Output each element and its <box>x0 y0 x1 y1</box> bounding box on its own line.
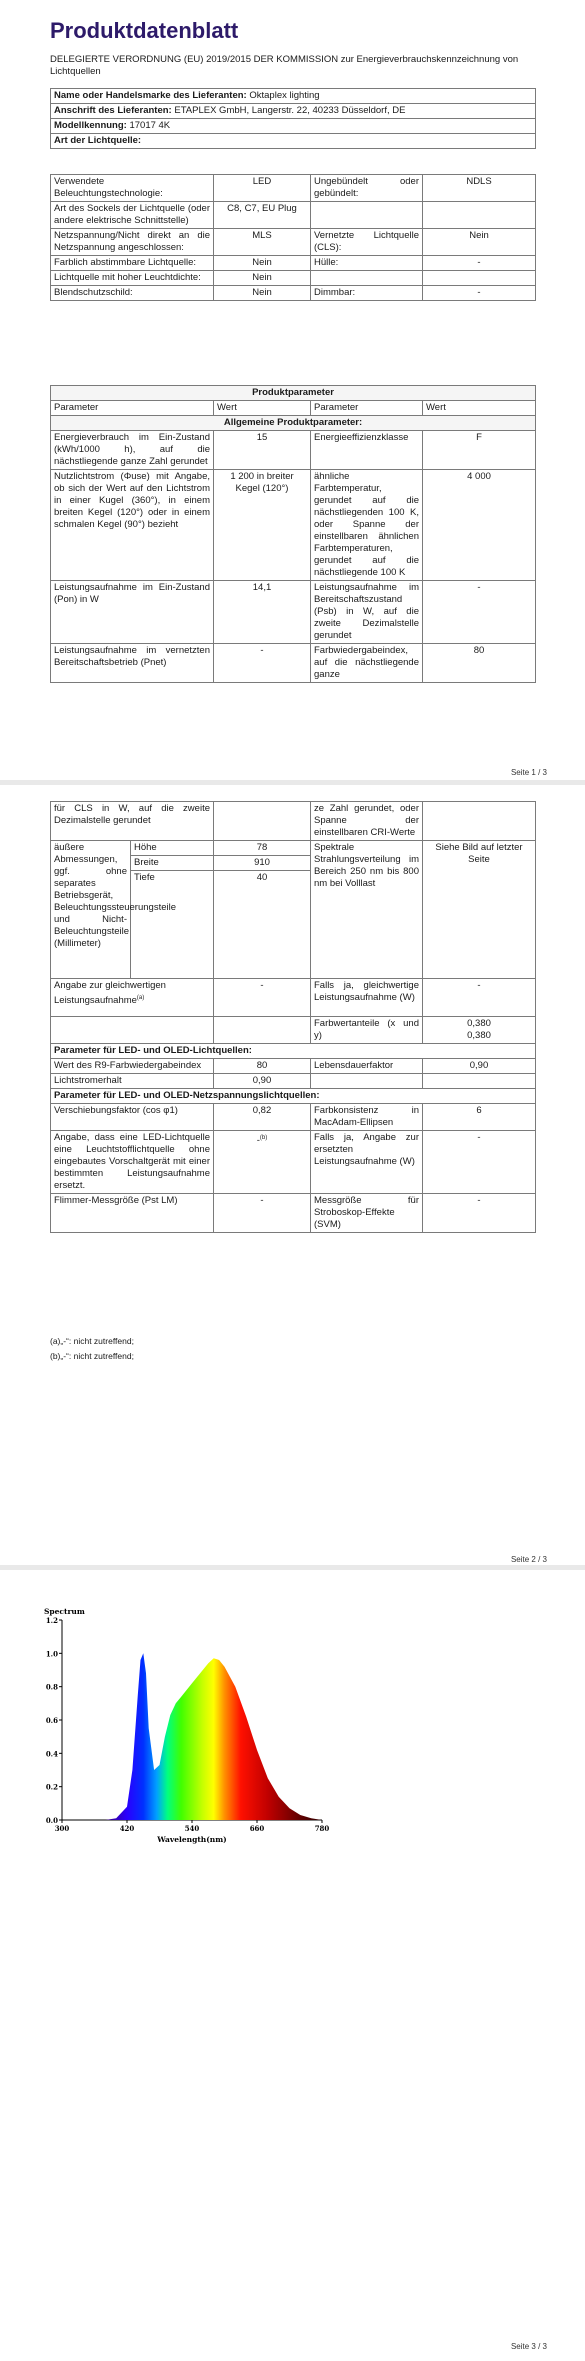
replacement-value: -$^{(b)}$ <box>214 1131 311 1194</box>
param-value: - <box>423 286 536 301</box>
product-params-heading: Produktparameter <box>51 386 536 401</box>
product-params-table <box>50 385 536 683</box>
supplier-table <box>50 88 536 149</box>
param-label: Energieverbrauch im Ein-Zustand (kWh/1000 h), auf die nächstliegende ganze Zahl gerundet <box>51 431 214 470</box>
param-value <box>423 202 536 229</box>
dim-depth-label: Tiefe <box>131 871 214 979</box>
cri-cont: ze Zahl gerundet, oder Spanne der einstellbaren CRI-Werte <box>311 802 423 841</box>
param-value <box>423 271 536 286</box>
equiv-power-right-label: Falls ja, gleichwertige Leistungsaufnahme (W) <box>311 979 423 1017</box>
y-tick-label: 0.4 <box>45 1749 58 1759</box>
x-tick-label: 660 <box>249 1824 265 1833</box>
param-value: NDLS <box>423 175 536 202</box>
col-value-1: Wert <box>214 401 311 416</box>
param-label: Dimmbar: <box>311 286 423 301</box>
lumen-maint-value: 0,90 <box>214 1074 311 1089</box>
macadam-label: Farbkonsistenz in MacAdam-Ellipsen <box>311 1104 423 1131</box>
x-tick-label: 420 <box>119 1824 135 1833</box>
dim-depth-value: 40 <box>214 871 311 979</box>
light-type-row <box>51 286 536 301</box>
param-value: 14,1 <box>214 581 311 644</box>
r9-value: 80 <box>214 1059 311 1074</box>
param-label: Lichtquelle mit hoher Leuchtdichte: <box>51 271 214 286</box>
spectral-value: Siehe Bild auf letzter Seite <box>423 841 536 979</box>
flicker-label: Flimmer-Messgröße (Pst LM) <box>51 1194 214 1233</box>
led-oled-heading: Parameter für LED- und OLED-Lichtquellen: <box>51 1044 536 1059</box>
general-params-heading: Allgemeine Produktparameter: <box>51 416 536 431</box>
y-tick-label: 0.8 <box>45 1682 58 1692</box>
param-value: F <box>423 431 536 470</box>
equiv-power-label: Angabe zur gleichwertigen Leistungsaufnahme$^{(a)}$ <box>51 979 214 1017</box>
light-type-row <box>51 202 536 229</box>
param-label: Nutzlichtstrom (Φuse) mit Angabe, ob sich der Wert auf den Lichtstrom in einer Kugel (360°), in einem breiten Kegel (120°) oder in einem schmalen Kegel (90°) bezieht <box>51 470 214 581</box>
param-label: Vernetzte Lichtquelle (CLS): <box>311 229 423 256</box>
spectrum-area <box>105 1653 322 1820</box>
dim-height-value: 78 <box>214 841 311 856</box>
product-params-continued-table <box>50 801 536 1233</box>
y-tick-label: 1.0 <box>45 1649 58 1659</box>
param-label: Farbwiedergabeindex, auf die nächstliegende ganze <box>311 644 423 683</box>
param-value: Nein <box>214 256 311 271</box>
col-value-2: Wert <box>423 401 536 416</box>
spectrum-chart <box>40 1590 340 1850</box>
page-title: Produktdatenblatt <box>50 18 239 43</box>
light-type-row <box>51 229 536 256</box>
param-label: ähnliche Farbtemperatur, gerundet auf die nächstliegenden 100 K, oder Spanne der einstellbaren ähnlichen Farbtemperaturen, gerundet auf die nächstliegende 100 K <box>311 470 423 581</box>
lifetime-label: Lebensdauerfaktor <box>311 1059 423 1074</box>
footnote-a: (a)„-“: nicht zutreffend; <box>50 1336 134 1346</box>
replacement-right-label: Falls ja, Angabe zur ersetzten Leistungsaufnahme (W) <box>311 1131 423 1194</box>
page-1 <box>0 0 585 780</box>
regulation-subtitle: DELEGIERTE VERORDNUNG (EU) 2019/2015 DER KOMMISSION zur Energieverbrauchskennzeichnung von Lichtquellen <box>50 54 519 77</box>
param-label: Ungebündelt oder gebündelt: <box>311 175 423 202</box>
model-row: Modellkennung: 17017 4K <box>51 119 536 134</box>
macadam-value: 6 <box>423 1104 536 1131</box>
lifetime-value: 0,90 <box>423 1059 536 1074</box>
y-tick-label: 0.6 <box>45 1716 58 1725</box>
param-label: Art des Sockels der Lichtquelle (oder andere elektrische Schnittstelle) <box>51 202 214 229</box>
chroma-label: Farbwertanteile (x und y) <box>311 1017 423 1044</box>
param-value: 4 000 <box>423 470 536 581</box>
dim-width-label: Breite <box>131 856 214 871</box>
param-value: MLS <box>214 229 311 256</box>
col-param-1: Parameter <box>51 401 214 416</box>
param-value: 1 200 in breiter Kegel (120°) <box>214 470 311 581</box>
param-value: Nein <box>214 271 311 286</box>
col-param-2: Parameter <box>311 401 423 416</box>
light-type-heading: Art der Lichtquelle: <box>51 134 536 149</box>
param-label: Leistungsaufnahme im vernetzten Bereitschaftsbetrieb (Pnet) <box>51 644 214 683</box>
chroma-value: 0,380 0,380 <box>423 1017 536 1044</box>
x-axis-label: Wavelength(nm) <box>157 1835 227 1844</box>
param-label: Energieeffizienzklasse <box>311 431 423 470</box>
y-tick-label: 1.2 <box>45 1616 58 1625</box>
param-label: Blendschutzschild: <box>51 286 214 301</box>
page-2 <box>0 785 585 1565</box>
flicker-value: - <box>214 1194 311 1233</box>
dimensions-label: äußere Abmessungen, ggf. ohne separates Betriebsgerät, Beleuchtungssteuerungsteile und Nicht-Beleuchtungsteile (Millimeter) <box>51 841 131 979</box>
param-value: - <box>423 256 536 271</box>
power-factor-value: 0,82 <box>214 1104 311 1131</box>
replacement-right-value: - <box>423 1131 536 1194</box>
param-value: LED <box>214 175 311 202</box>
param-label <box>311 271 423 286</box>
page-number: Seite 2 / 3 <box>510 1555 547 1564</box>
svm-label: Messgröße für Stroboskop-Effekte (SVM) <box>311 1194 423 1233</box>
page-number: Seite 3 / 3 <box>510 2342 547 2351</box>
cls-standby-cont: für CLS in W, auf die zweite Dezimalstelle gerundet <box>51 802 214 841</box>
param-value: - <box>423 581 536 644</box>
x-tick-label: 540 <box>184 1824 200 1833</box>
y-axis-label: Spectrum <box>44 1607 85 1616</box>
light-type-table <box>50 174 536 301</box>
supplier-name-row: Name oder Handelsmarke des Lieferanten: Oktaplex lighting <box>51 89 536 104</box>
supplier-address-row: Anschrift des Lieferanten: ETAPLEX GmbH, Langerstr. 22, 40233 Düsseldorf, DE <box>51 104 536 119</box>
dim-width-value: 910 <box>214 856 311 871</box>
power-factor-label: Verschiebungsfaktor (cos φ1) <box>51 1104 214 1131</box>
general-param-row <box>51 644 536 683</box>
replacement-label: Angabe, dass eine LED-Lichtquelle eine Leuchtstofflichtquelle ohne eingebautes Vorschaltgerät mit einer bestimmten Leistungsaufnahme ersetzt. <box>51 1131 214 1194</box>
x-tick-label: 300 <box>54 1824 70 1833</box>
param-label: Leistungsaufnahme im Bereitschaftszustand (Psb) in W, auf die zweite Dezimalstelle gerundet <box>311 581 423 644</box>
general-param-row <box>51 581 536 644</box>
dim-height-label: Höhe <box>131 841 214 856</box>
param-label: Leistungsaufnahme im Ein-Zustand (Pon) in W <box>51 581 214 644</box>
footnote-b: (b)„-“: nicht zutreffend; <box>50 1351 134 1361</box>
y-tick-label: 0.2 <box>45 1782 58 1792</box>
x-tick-label: 780 <box>314 1824 330 1833</box>
equiv-power-right-value: - <box>423 979 536 1017</box>
param-value: - <box>214 644 311 683</box>
svm-value: - <box>423 1194 536 1233</box>
lumen-maint-label: Lichtstromerhalt <box>51 1074 214 1089</box>
page-number: Seite 1 / 3 <box>510 768 547 777</box>
light-type-row <box>51 271 536 286</box>
param-label: Farblich abstimmbare Lichtquelle: <box>51 256 214 271</box>
equiv-power-value: - <box>214 979 311 1017</box>
spectral-label: Spektrale Strahlungsverteilung im Bereich 250 nm bis 800 nm bei Volllast <box>311 841 423 979</box>
light-type-row <box>51 256 536 271</box>
page-3 <box>0 1570 585 2361</box>
light-type-row <box>51 175 536 202</box>
general-param-row <box>51 470 536 581</box>
param-value: Nein <box>423 229 536 256</box>
param-value: C8, C7, EU Plug <box>214 202 311 229</box>
param-value: 80 <box>423 644 536 683</box>
param-label: Verwendete Beleuchtungstechnologie: <box>51 175 214 202</box>
mains-heading: Parameter für LED- und OLED-Netzspannungslichtquellen: <box>51 1089 536 1104</box>
param-label: Netzspannung/Nicht direkt an die Netzspannung angeschlossen: <box>51 229 214 256</box>
param-label: Hülle: <box>311 256 423 271</box>
param-label <box>311 202 423 229</box>
r9-label: Wert des R9-Farbwiedergabeindex <box>51 1059 214 1074</box>
general-param-row <box>51 431 536 470</box>
y-tick-label: 0.0 <box>45 1816 58 1825</box>
param-value: 15 <box>214 431 311 470</box>
param-value: Nein <box>214 286 311 301</box>
